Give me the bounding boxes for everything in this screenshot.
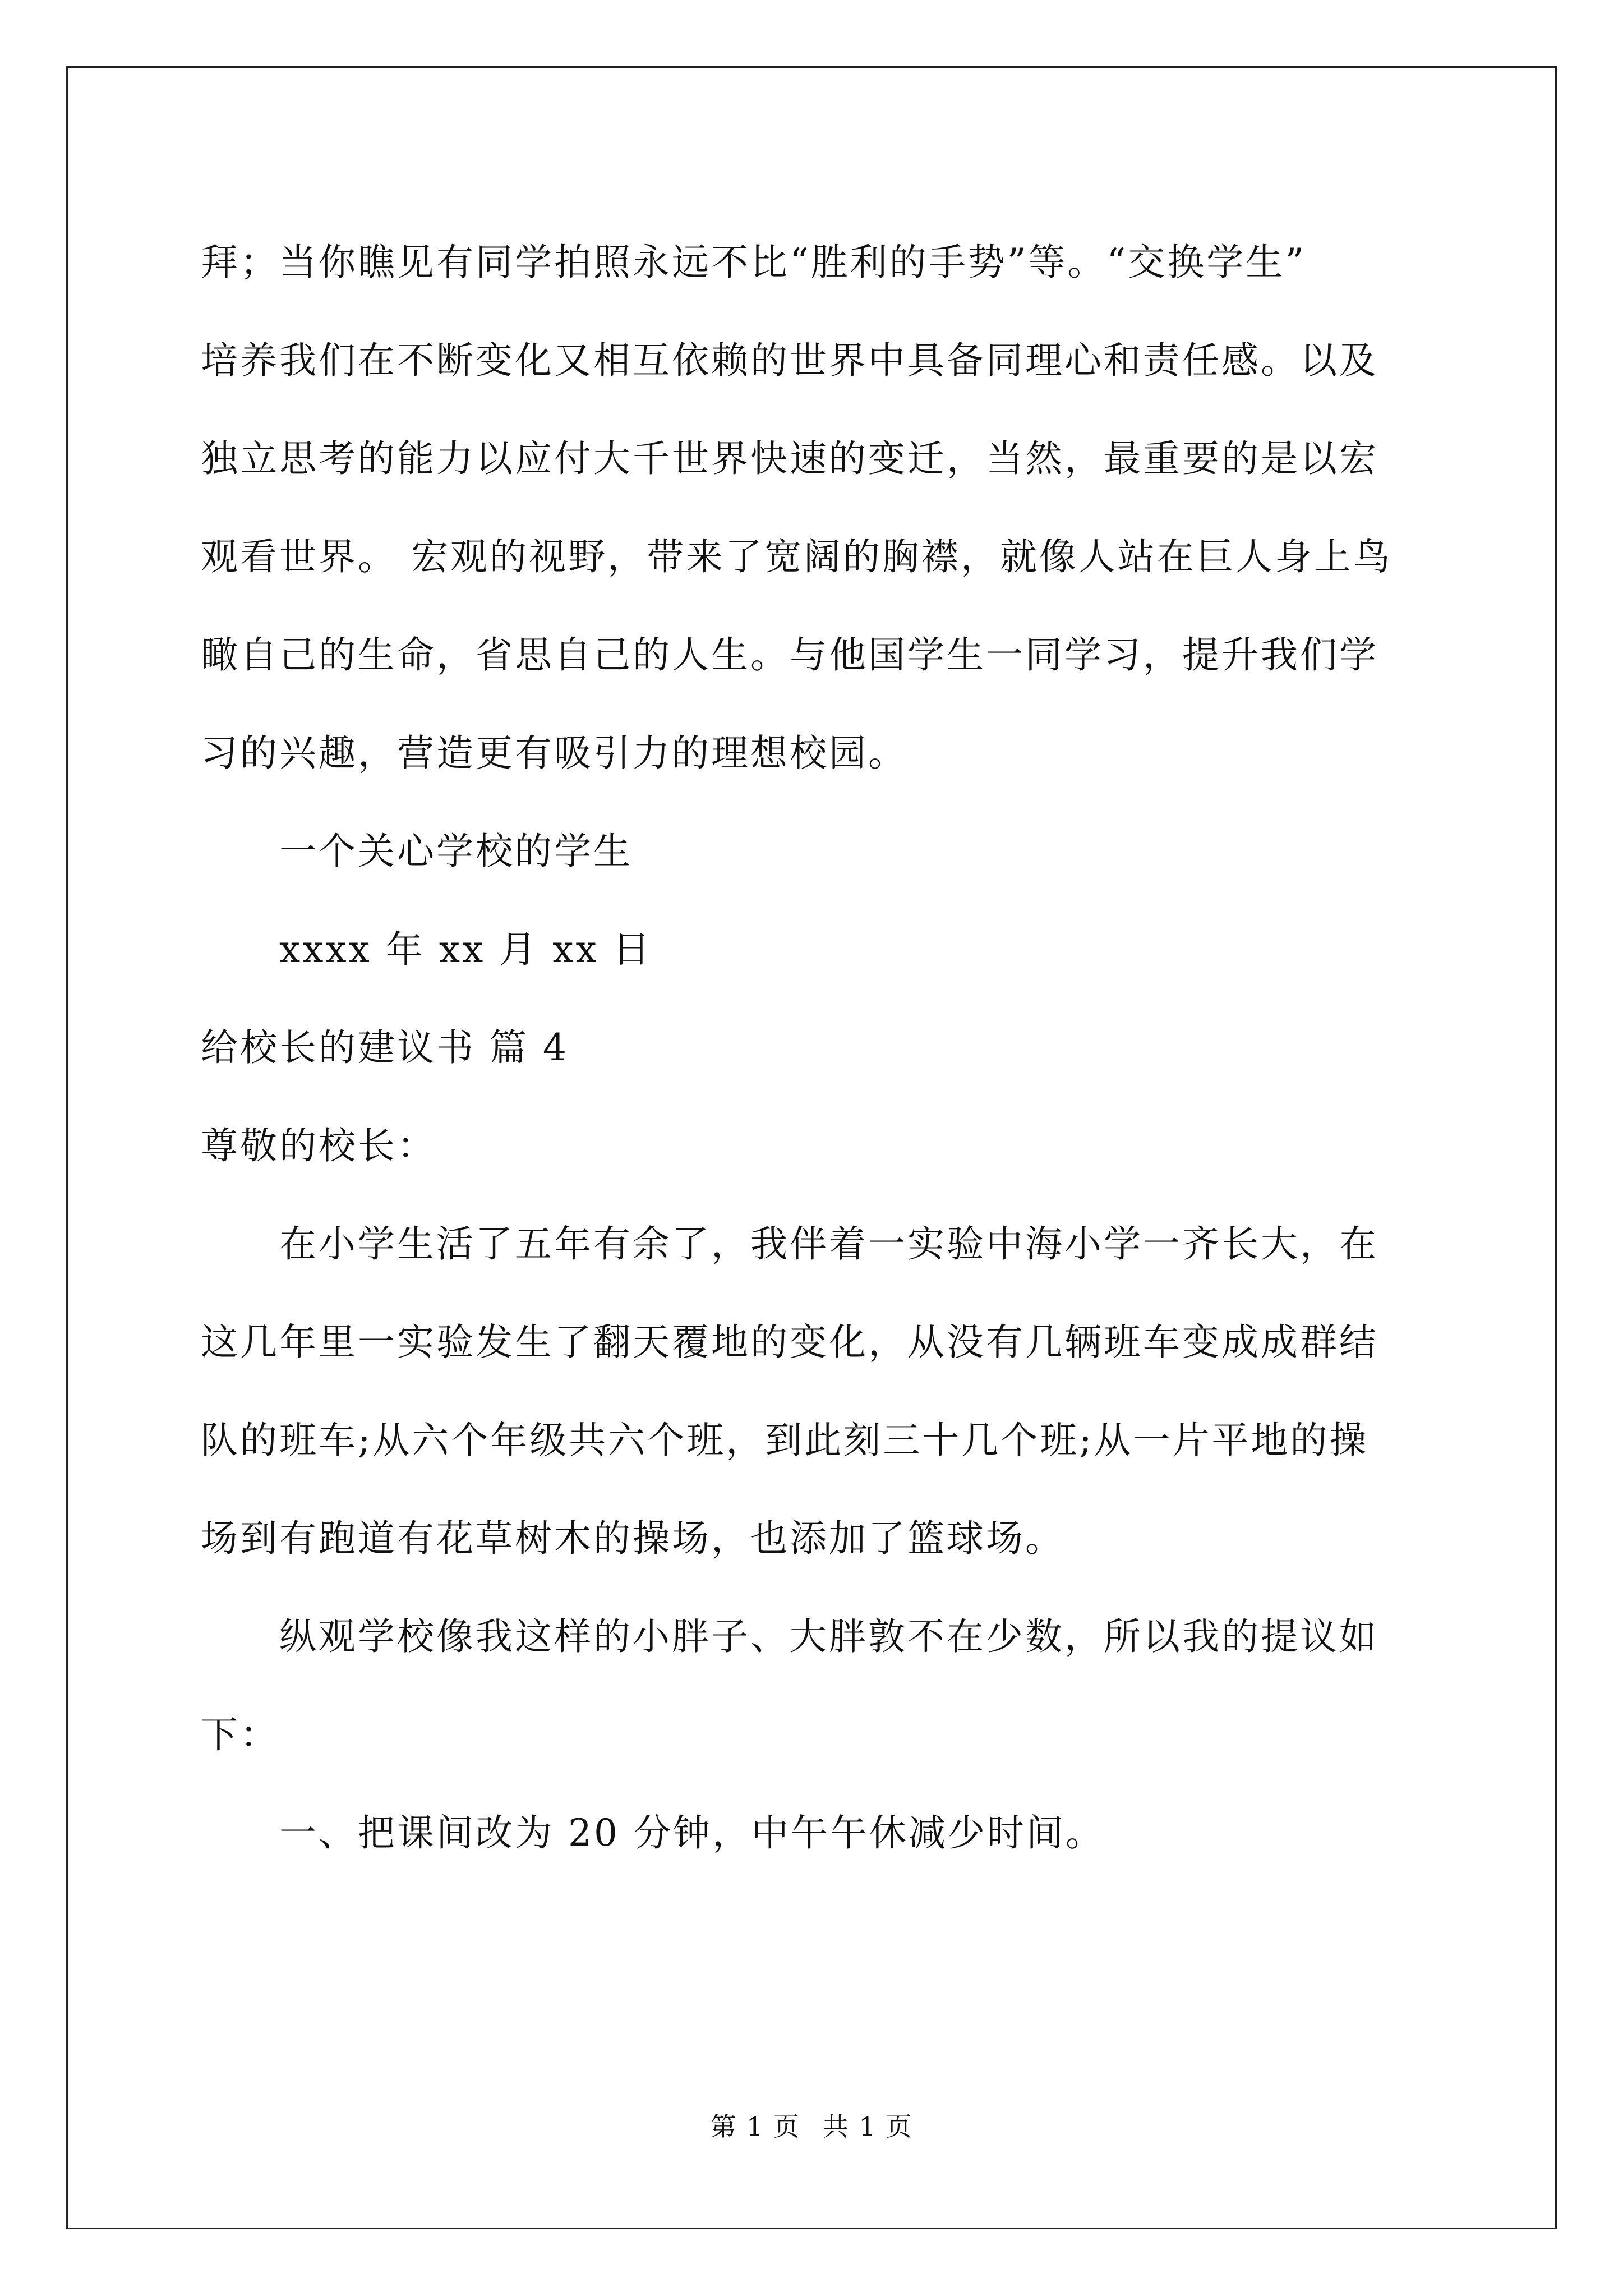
text-line: 习的兴趣，营造更有吸引力的理想校园。: [201, 731, 907, 775]
text-line: 瞰自己的生命，省思自己的人生。与他国学生一同学习，提升我们学: [201, 633, 1378, 677]
page-number: 第 1 页: [710, 2111, 800, 2142]
document-body: [201, 213, 1429, 1882]
text-line: 场到有跑道有花草树木的操场，也添加了篮球场。: [201, 1517, 1064, 1560]
text-line: 拜；当你瞧见有同学拍照永远不比“胜利的手势”等。“交换学生”: [201, 241, 1306, 284]
text-line: 培养我们在不断变化又相互依赖的世界中具备同理心和责任感。以及: [201, 339, 1378, 382]
text-line: 队的班车;从六个年级共六个班，到此刻三十几个班;从一片平地的操: [201, 1419, 1369, 1462]
text-line: 观看世界。 宏观的视野，带来了宽阔的胸襟，就像人站在巨人身上鸟: [201, 535, 1393, 578]
text-line: 在小学生活了五年有余了，我伴着一实验中海小学一齐长大，在: [279, 1222, 1378, 1266]
page-footer: [0, 2106, 1623, 2143]
date-line: xxxx 年 xx 月 xx 日: [279, 928, 652, 971]
text-line: 一、把课间改为 20 分钟，中午午休减少时间。: [279, 1811, 1105, 1855]
salutation: 尊敬的校长：: [201, 1124, 436, 1167]
text-line: 下：: [201, 1713, 279, 1756]
section-heading: 给校长的建议书 篇 4: [201, 1026, 569, 1069]
text-line: 这几年里一实验发生了翻天覆地的变化，从没有几辆班车变成成群结: [201, 1320, 1378, 1364]
text-line: 独立思考的能力以应付大千世界快速的变迁，当然，最重要的是以宏: [201, 437, 1378, 480]
text-line: 纵观学校像我这样的小胖子、大胖敦不在少数，所以我的提议如: [279, 1615, 1378, 1658]
signature-line: 一个关心学校的学生: [279, 830, 633, 873]
page-total: 共 1 页: [823, 2111, 913, 2142]
